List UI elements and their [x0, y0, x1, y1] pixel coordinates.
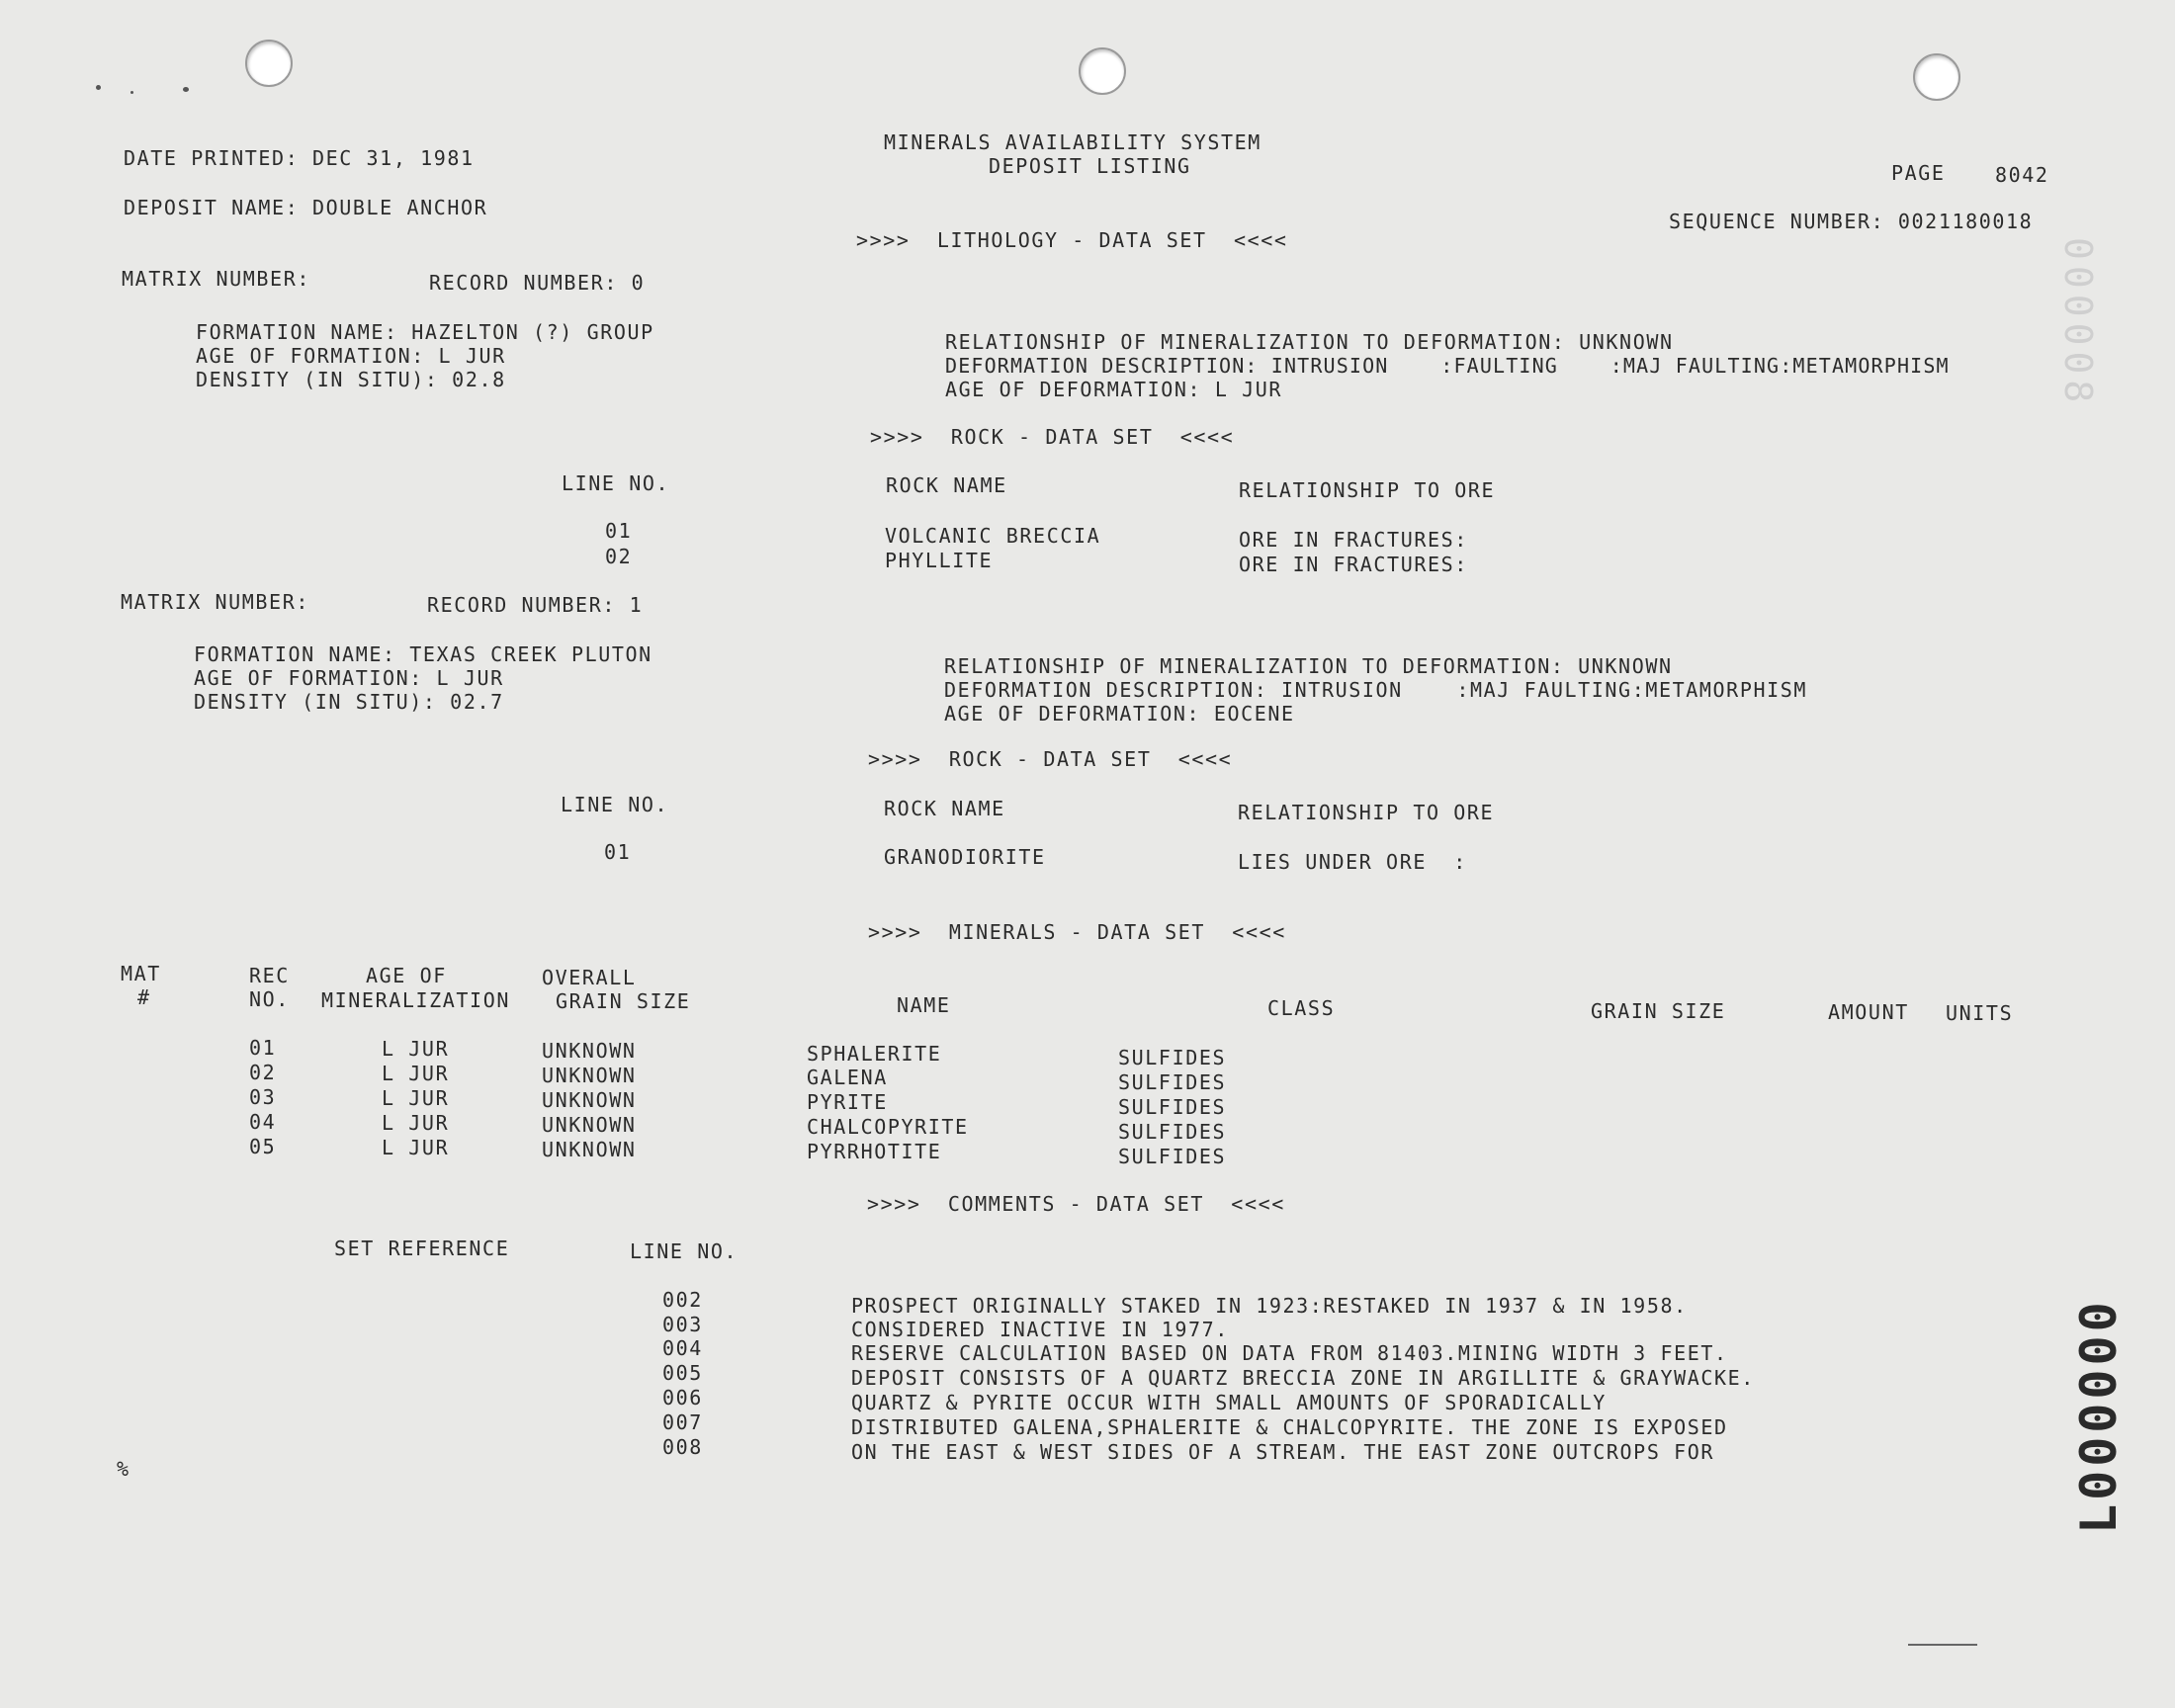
relationship-header: RELATIONSHIP TO ORE [1238, 801, 1495, 824]
rock-heading: >>>> ROCK - DATA SET <<<< [870, 425, 1235, 449]
col-units-header: UNITS [1946, 1001, 2014, 1025]
lithology-heading: >>>> LITHOLOGY - DATA SET <<<< [856, 228, 1288, 252]
comment-text: ON THE EAST & WEST SIDES OF A STREAM. THE EAST ZONE OUTCROPS FOR [851, 1440, 1715, 1464]
mineral-grain: UNKNOWN [542, 1039, 637, 1063]
mineral-age: L JUR [382, 1111, 450, 1135]
comment-line-no: 005 [662, 1361, 703, 1385]
comment-line-no: 006 [662, 1386, 703, 1409]
mineral-class: SULFIDES [1118, 1145, 1227, 1168]
col-name-header: NAME [897, 993, 951, 1017]
deformation-description: DEFORMATION DESCRIPTION: INTRUSION :MAJ FAULTING:METAMORPHISM [944, 678, 1808, 702]
mineral-rec: 04 [249, 1110, 277, 1134]
side-stamp: L000000 [2070, 1298, 2128, 1534]
system-title: MINERALS AVAILABILITY SYSTEM [884, 130, 1262, 154]
record-number: RECORD NUMBER: 1 [427, 593, 644, 617]
rock-name: PHYLLITE [885, 549, 994, 572]
col-class-header: CLASS [1267, 996, 1336, 1020]
deformation-age: AGE OF DEFORMATION: L JUR [945, 378, 1283, 401]
speck-mark [183, 87, 189, 92]
record-number: RECORD NUMBER: 0 [429, 271, 646, 295]
mineral-grain: UNKNOWN [542, 1138, 637, 1161]
comment-line-no: 007 [662, 1410, 703, 1434]
mineral-age: L JUR [382, 1037, 450, 1061]
page-label: PAGE [1891, 161, 1946, 185]
line-no-header: LINE NO. [562, 471, 670, 495]
comment-line-no-header: LINE NO. [630, 1239, 739, 1263]
comment-line-no: 002 [662, 1288, 703, 1312]
rock-name: GRANODIORITE [884, 845, 1046, 869]
matrix-number-label: MATRIX NUMBER: [122, 267, 310, 291]
formation-name: FORMATION NAME: HAZELTON (?) GROUP [196, 320, 654, 344]
col-grainsize-header: GRAIN SIZE [1591, 999, 1726, 1023]
rock-relationship: ORE IN FRACTURES: [1239, 553, 1468, 576]
footer-mark: % [117, 1457, 130, 1481]
comment-text: PROSPECT ORIGINALLY STAKED IN 1923:RESTAKED IN 1937 & IN 1958. [851, 1294, 1688, 1318]
deformation-relationship: RELATIONSHIP OF MINERALIZATION TO DEFORMATION: UNKNOWN [945, 330, 1674, 354]
formation-density: DENSITY (IN SITU): 02.7 [194, 690, 504, 714]
comment-text: RESERVE CALCULATION BASED ON DATA FROM 81403.MINING WIDTH 3 FEET. [851, 1341, 1728, 1365]
mineral-age: L JUR [382, 1086, 450, 1110]
comment-text: QUARTZ & PYRITE OCCUR WITH SMALL AMOUNTS OF SPORADICALLY [851, 1391, 1607, 1414]
col-age-header: AGE OF [366, 964, 447, 987]
formation-age: AGE OF FORMATION: L JUR [196, 344, 506, 368]
mineral-class: SULFIDES [1118, 1095, 1227, 1119]
rock-name-header: ROCK NAME [884, 797, 1005, 820]
col-grain-header: OVERALL [542, 966, 637, 989]
mineral-grain: UNKNOWN [542, 1064, 637, 1087]
minerals-heading: >>>> MINERALS - DATA SET <<<< [868, 920, 1286, 944]
deposit-name: DEPOSIT NAME: DOUBLE ANCHOR [124, 196, 488, 219]
comments-heading: >>>> COMMENTS - DATA SET <<<< [867, 1192, 1285, 1216]
comment-line-no: 003 [662, 1313, 703, 1336]
mineral-rec: 05 [249, 1135, 277, 1158]
rock-name-header: ROCK NAME [886, 473, 1007, 497]
rock-line-no: 01 [605, 519, 633, 543]
listing-title: DEPOSIT LISTING [989, 154, 1191, 178]
speck-mark [96, 85, 101, 90]
faint-side-stamp: 000008 [2056, 237, 2100, 409]
formation-age: AGE OF FORMATION: L JUR [194, 666, 504, 690]
punch-hole-right [1913, 53, 1960, 101]
rock-name: VOLCANIC BRECCIA [885, 524, 1101, 548]
sequence-number: SEQUENCE NUMBER: 0021180018 [1669, 210, 2034, 233]
mineral-rec: 01 [249, 1036, 277, 1060]
mineral-age: L JUR [382, 1136, 450, 1159]
mineral-class: SULFIDES [1118, 1070, 1227, 1094]
comment-line-no: 008 [662, 1435, 703, 1459]
speck-mark [130, 91, 133, 94]
deformation-description: DEFORMATION DESCRIPTION: INTRUSION :FAULTING :MAJ FAULTING:METAMORPHISM [945, 354, 1950, 378]
mineral-grain: UNKNOWN [542, 1088, 637, 1112]
rock-relationship: LIES UNDER ORE : [1238, 850, 1467, 874]
col-mat-header: # [137, 985, 151, 1009]
deformation-age: AGE OF DEFORMATION: EOCENE [944, 702, 1295, 726]
rock-relationship: ORE IN FRACTURES: [1239, 528, 1468, 552]
comment-text: DEPOSIT CONSISTS OF A QUARTZ BRECCIA ZONE IN ARGILLITE & GRAYWACKE. [851, 1366, 1755, 1390]
mineral-name: SPHALERITE [807, 1042, 942, 1066]
mineral-grain: UNKNOWN [542, 1113, 637, 1137]
rock-line-no: 01 [604, 840, 632, 864]
col-mat-header: MAT [121, 962, 161, 985]
mineral-name: GALENA [807, 1066, 888, 1089]
mineral-class: SULFIDES [1118, 1120, 1227, 1144]
mineral-class: SULFIDES [1118, 1046, 1227, 1069]
mineral-age: L JUR [382, 1062, 450, 1085]
mineral-rec: 03 [249, 1085, 277, 1109]
deformation-relationship: RELATIONSHIP OF MINERALIZATION TO DEFORMATION: UNKNOWN [944, 654, 1673, 678]
page-number: 8042 [1995, 163, 2049, 187]
comment-line-no: 004 [662, 1336, 703, 1360]
col-rec-header: REC [249, 964, 290, 987]
col-grain-header: GRAIN SIZE [556, 989, 691, 1013]
line-no-header: LINE NO. [561, 793, 669, 816]
punch-hole-left [245, 40, 293, 87]
col-age-header: MINERALIZATION [321, 988, 510, 1012]
col-rec-header: NO. [249, 987, 290, 1011]
formation-density: DENSITY (IN SITU): 02.8 [196, 368, 506, 391]
bottom-rule-mark [1908, 1644, 1977, 1646]
date-printed: DATE PRINTED: DEC 31, 1981 [124, 146, 475, 170]
matrix-number-label: MATRIX NUMBER: [121, 590, 309, 614]
comment-text: DISTRIBUTED GALENA,SPHALERITE & CHALCOPYRITE. THE ZONE IS EXPOSED [851, 1415, 1728, 1439]
punch-hole-center [1079, 47, 1126, 95]
comment-text: CONSIDERED INACTIVE IN 1977. [851, 1318, 1229, 1341]
mineral-name: PYRITE [807, 1090, 888, 1114]
mineral-name: PYRRHOTITE [807, 1140, 942, 1163]
rock-heading: >>>> ROCK - DATA SET <<<< [868, 747, 1233, 771]
formation-name: FORMATION NAME: TEXAS CREEK PLUTON [194, 642, 652, 666]
rock-line-no: 02 [605, 545, 633, 568]
set-reference-header: SET REFERENCE [334, 1237, 510, 1260]
mineral-rec: 02 [249, 1061, 277, 1084]
mineral-name: CHALCOPYRITE [807, 1115, 969, 1139]
col-amount-header: AMOUNT [1828, 1000, 1909, 1024]
relationship-header: RELATIONSHIP TO ORE [1239, 478, 1496, 502]
